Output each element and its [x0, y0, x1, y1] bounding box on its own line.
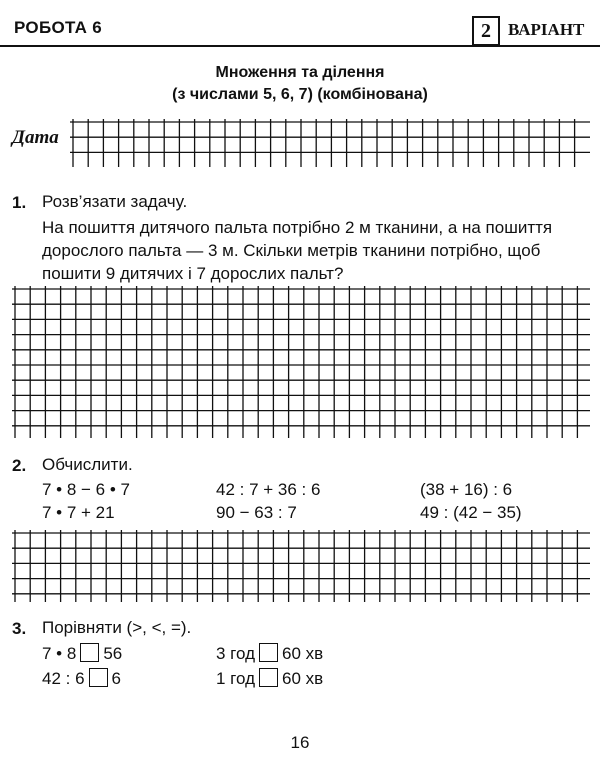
- task3-number: 3.: [12, 619, 27, 638]
- variant-label: ВАРІАНТ: [508, 20, 585, 39]
- variant-number: 2: [472, 16, 500, 46]
- expression: 42 : 7 + 36 : 6: [216, 480, 321, 499]
- task2-answer-grid[interactable]: [12, 530, 590, 602]
- comparison-box[interactable]: [89, 668, 108, 687]
- work-label: РОБОТА 6: [14, 18, 102, 37]
- comparison-right: 6: [111, 669, 122, 688]
- task2-number: 2.: [12, 456, 27, 475]
- comparison-item: [216, 643, 323, 664]
- expression: (38 + 16) : 6: [420, 480, 513, 499]
- comparison-box[interactable]: [80, 643, 99, 662]
- comparison-left: 1 год: [216, 669, 256, 688]
- page-subtitle: (з числами 5, 6, 7) (комбінована): [172, 86, 428, 103]
- task2-instruction: Обчислити.: [42, 455, 133, 474]
- task1-text-line: дорослого пальта — 3 м. Скільки метрів тканини потрібно, щоб: [42, 241, 541, 260]
- comparison-right: 60 хв: [282, 669, 324, 688]
- comparison-box[interactable]: [259, 668, 278, 687]
- comparison-left: 3 год: [216, 644, 256, 663]
- task1-text-line: пошити 9 дитячих і 7 дорослих пальт?: [42, 264, 344, 283]
- comparison-item: [42, 643, 122, 664]
- expression: 49 : (42 − 35): [420, 503, 522, 522]
- expression: 90 − 63 : 7: [216, 503, 297, 522]
- comparison-item: [42, 668, 121, 689]
- comparison-box[interactable]: [259, 643, 278, 662]
- task1-instruction: Розв’язати задачу.: [42, 192, 188, 211]
- task1-text-line: На пошиття дитячого пальта потрібно 2 м тканини, а на пошиття: [42, 218, 553, 237]
- page-number: 16: [290, 733, 310, 752]
- task3-instruction: Порівняти (>, <, =).: [42, 618, 192, 637]
- task1-number: 1.: [12, 193, 27, 212]
- header-divider: [0, 45, 600, 47]
- comparison-left: 42 : 6: [42, 669, 85, 688]
- comparison-item: [216, 668, 323, 689]
- expression: 7 • 8 − 6 • 7: [42, 480, 130, 499]
- comparison-left: 7 • 8: [42, 644, 77, 663]
- task1-answer-grid[interactable]: [12, 286, 590, 438]
- comparison-right: 56: [103, 644, 123, 663]
- expression: 7 • 7 + 21: [42, 503, 115, 522]
- page-title: Множення та ділення: [215, 64, 385, 81]
- date-grid[interactable]: [70, 119, 590, 167]
- date-label: Дата: [12, 127, 59, 148]
- comparison-right: 60 хв: [282, 644, 324, 663]
